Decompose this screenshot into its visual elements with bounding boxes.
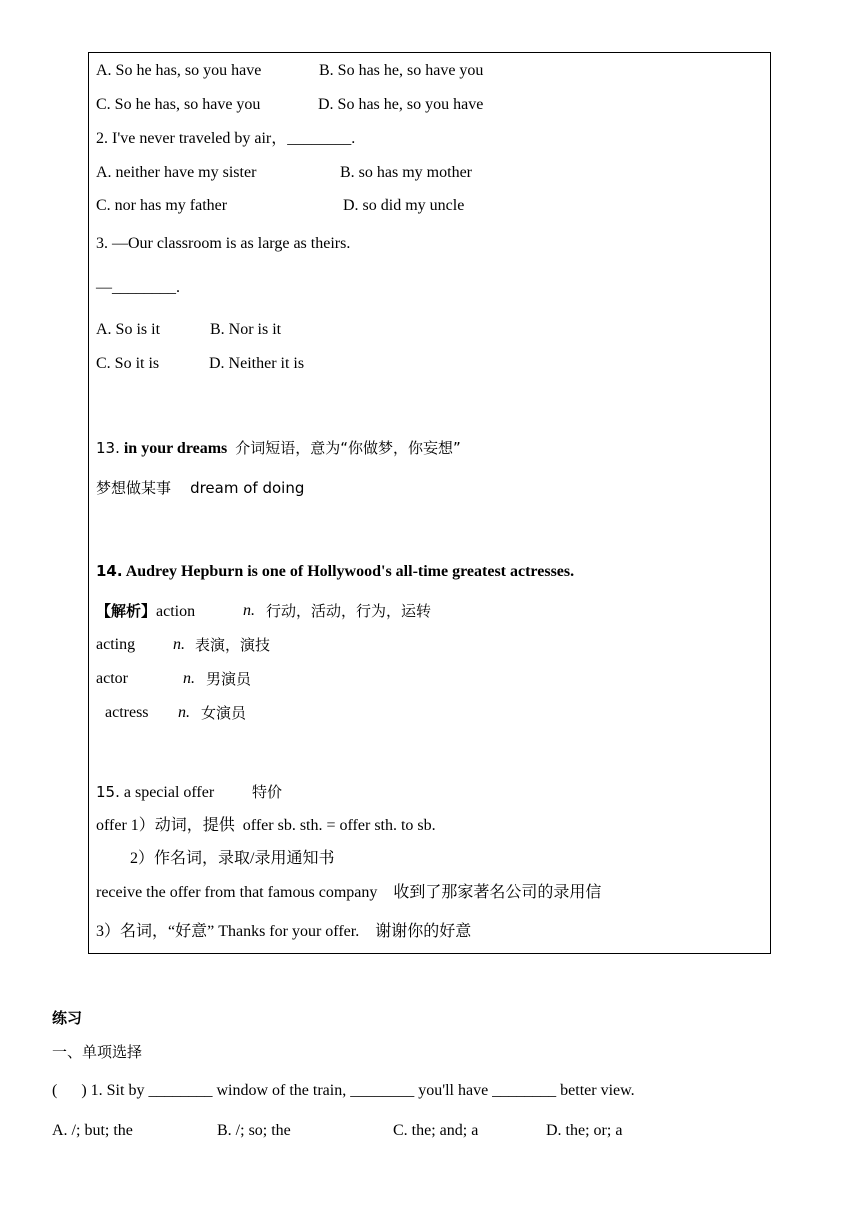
item15-meaning: 特价 (252, 783, 283, 801)
item14-row-actress (105, 703, 247, 723)
pos: n. (173, 636, 185, 653)
item15-line1: offer 1）动词，提供 offer sb. sth. = offer sth. to sb. (96, 817, 436, 834)
item15-line4: 3）名词，“好意” Thanks for your offer. 谢谢你的好意 (96, 923, 472, 940)
item14-row-acting (96, 635, 271, 655)
practice-section-heading: 一、单项选择 (52, 1043, 143, 1061)
word: acting (96, 636, 136, 653)
q2-stem: 2. I've never traveled by air，________. (96, 130, 356, 147)
practice-q1-option-a: A. /; but; the (52, 1122, 133, 1139)
item13-heading (96, 438, 461, 459)
q2-option-d: D. so did my uncle (343, 197, 465, 214)
meaning: 表演，演技 (195, 636, 271, 654)
q3-stem: 3. —Our classroom is as large as theirs. (96, 235, 351, 252)
item13-number: 13. (96, 439, 120, 457)
q3-option-b: B. Nor is it (210, 321, 282, 338)
q1-option-a: A. So he has, so you have (96, 62, 262, 79)
q3-option-c: C. So it is (96, 355, 160, 372)
practice-q1-stem (52, 1081, 635, 1101)
pos: n. (183, 670, 195, 687)
pos: n. (243, 602, 255, 619)
practice-q1-option-b: B. /; so; the (217, 1122, 291, 1139)
analysis-tag: 【解析】 (96, 602, 157, 620)
practice-q1-option-d: D. the; or; a (546, 1122, 623, 1139)
item15-line3: receive the offer from that famous company 收到了那家著名公司的录用信 (96, 884, 602, 901)
q1-option-b: B. So has he, so have you (319, 62, 484, 79)
meaning: 行动，活动，行为，运转 (266, 602, 432, 620)
item14-row-actor (96, 669, 252, 689)
item15-heading (96, 782, 283, 803)
item13-line2: 梦想做某事 dream of doing (96, 479, 305, 497)
item15-phrase: a special offer (123, 784, 215, 801)
meaning: 男演员 (206, 670, 252, 688)
q1-option-d: D. So has he, so you have (318, 96, 484, 113)
item14-number: 14. (96, 562, 123, 580)
word: actor (96, 670, 128, 687)
word: action (156, 603, 196, 620)
q3-option-a: A. So is it (96, 321, 161, 338)
item13-description: 介词短语，意为“你做梦，你妄想” (235, 439, 461, 457)
item13-phrase: in your dreams (123, 440, 228, 457)
meaning: 女演员 (201, 704, 247, 722)
q2-option-c: C. nor has my father (96, 197, 228, 214)
practice-q1-option-c: C. the; and; a (393, 1122, 479, 1139)
q1-option-c: C. So he has, so have you (96, 96, 261, 113)
item14-row-action (96, 601, 432, 622)
q3-blank: —________. (96, 279, 180, 296)
answer-paren: ( ) (52, 1082, 87, 1099)
q2-option-b: B. so has my mother (340, 164, 472, 181)
item15-number: 15. (96, 783, 120, 801)
item14-title: Audrey Hepburn is one of Hollywood's all-time greatest actresses. (125, 563, 575, 580)
item14-heading (96, 561, 574, 582)
q3-option-d: D. Neither it is (209, 355, 305, 372)
practice-q1-text: 1. Sit by ________ window of the train, ________ you'll have ________ better view. (90, 1082, 635, 1099)
pos: n. (178, 704, 190, 721)
word: actress (105, 704, 149, 721)
q2-option-a: A. neither have my sister (96, 164, 257, 181)
practice-title: 练习 (52, 1009, 83, 1027)
item15-line2: 2）作名词，录取/录用通知书 (130, 850, 335, 867)
